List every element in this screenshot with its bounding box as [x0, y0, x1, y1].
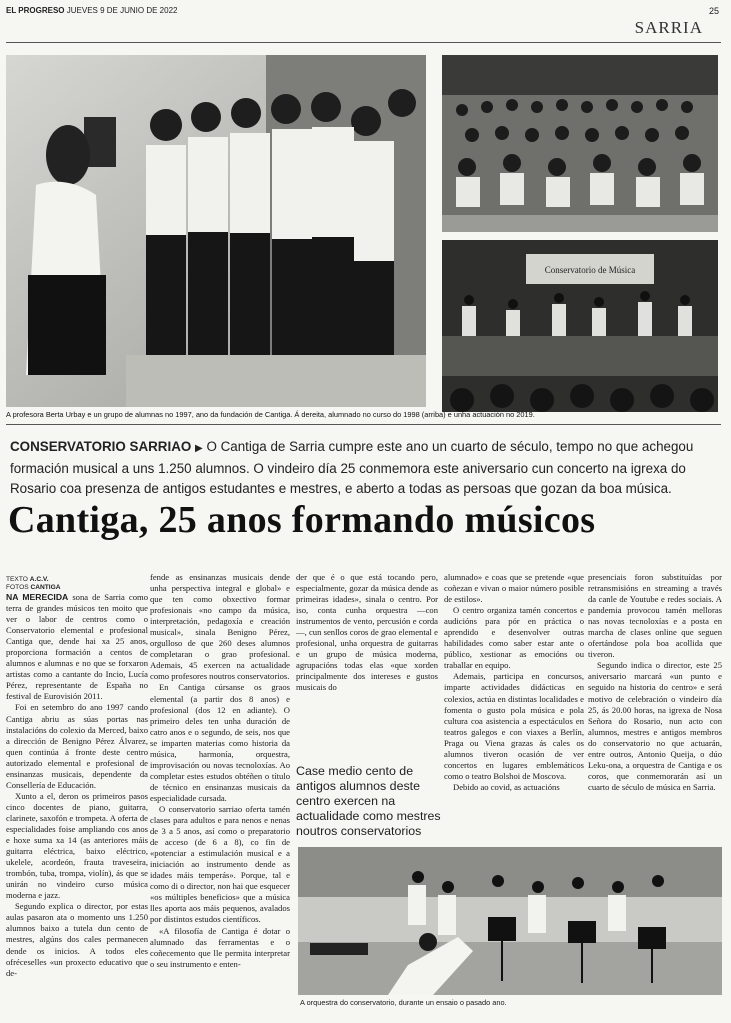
- body-paragraph: O centro organiza tamén concertos e audicións para pór en práctica o aprendido e desenvolver outras habilidades como saber estar ante o público, xestionar as emocións ou traballar en equipo.: [444, 605, 584, 671]
- page-number: 25: [708, 6, 719, 16]
- orchestra-caption: A orquestra do conservatorio, durante un ensaio o pasado ano.: [300, 998, 507, 1007]
- article-column-4: [444, 572, 584, 793]
- lead-text: O Cantiga de Sarria cumpre este ano un cuarto de século, tempo no que achegou formación musical a uns 1.250 alumnos. O vindeiro día 25 conmemora este aniversario cun concerto na igrexa do Rosario coa presenza de antigos estudantes e mestres, e aberto a todas as persoas que gozan da boa música.: [10, 439, 694, 496]
- body-paragraph: «A filosofía de Cantiga é dotar o alumnado das ferramentas e o coñecemento que lle permita interpretar o seu instrumento e enten-: [150, 925, 290, 969]
- text-credit-label: TEXTO: [6, 576, 28, 583]
- body-paragraph: En Cantiga cúrsanse os graos elemental (a partir dos 8 anos) e profesional (dos 12 en adiante). O primeiro deles ten unha duración de catro anos e o segundo, de seis, nos que se imparten materias como historia da música, harmonía, orquestra, improvisación ou novas tecnoloxías. Ao completar estes estudos obtéñen o título de técnico en ensinanzas musicais da especialidade cursada.: [150, 682, 290, 803]
- students-1998-photo: [442, 55, 718, 232]
- article-column-2: [150, 572, 290, 970]
- body-paragraph: Debido ao covid, as actuacións: [453, 781, 560, 792]
- body-paragraph: Foi en setembro do ano 1997 cando Cantiga abriu as súas portas nas instalacións do colexio da Merced, baixo a dirección de Benigno Pérez Álvarez, quen continúa á fronte deste centro autorizado elemental e profesional de ensinanzas musicais, dependente da Consellería de Educación.: [6, 702, 148, 790]
- page-header: [6, 6, 177, 15]
- section-title: SARRIA: [634, 18, 703, 37]
- choir-photo: [6, 55, 426, 407]
- stage-banner: Conservatorio de Música: [544, 265, 636, 275]
- body-paragraph: fende as ensinanzas musicais dende unha perspectiva integral e global» e que ten como obxectivo formar profesionais «no campo da música, interpretación, pedagoxía e creación musical», sinala Benigno Pérez, orgulloso de que 260 deses alumnos completaran o grao profesional. Ademais, 45 exercen na actualidade como profesores noutros conservatorios.: [150, 572, 290, 682]
- article-column-3: [296, 572, 438, 694]
- body-paragraph: Ademais, participa en concursos, imparte actividades didácticas en colexios, actúa en distintas localidades e fomenta o gusto pola música e pola cultura coa asistencia a espectáculos en teatros galegos e con viaxes a Berlín, Praga ou Viena grazas ás cales os alumnos tiveron ocasión de ver concertos en lugares emblemáticos como o teatro Bolshoi de Moscova.: [444, 671, 584, 781]
- photo-credit-label: FOTOS: [6, 584, 29, 591]
- header-rule: [6, 42, 721, 43]
- lead-in: NA MERECIDA: [6, 592, 69, 602]
- article-column-1: [6, 576, 148, 979]
- issue-date: JUEVES 9 DE JUNIO DE 2022: [66, 6, 178, 15]
- body-paragraph: presenciais foron substituídas por retransmisións en streaming a través da canle de Youtube e redes sociais. A pandemia provocou tamén melloras nas novas tecnoloxías e a posta en marcha de clases online que seguen ofertándose pola boa acollida que tiveron.: [588, 572, 722, 660]
- orchestra-photo: [298, 847, 722, 995]
- lead-paragraph: [10, 437, 722, 499]
- concert-2019-photo: [442, 240, 718, 412]
- body-paragraph: sona de Sarria como terra de grandes músicos ten moito que ver o labor de centros como o Conservatorio elemental e profesional Cantiga que, dende hai xa 25 anos, proporciona formación a centos de alumnos e alumnas e no que se forxaron artistas como a cantante do Incio, Lucía Pérez, representante de España no festival de Eurovisión 2011.: [6, 592, 148, 702]
- photo-credit-author: CANTIGA: [30, 584, 61, 591]
- main-photo-caption: A profesora Berta Urbay e un grupo de alumnas no 1997, ano da fundación de Cantiga. Á dereita, alumnado no curso do 1998 (arriba) e unha actuación no 2019.: [6, 410, 535, 419]
- lead-top-rule: [6, 424, 721, 425]
- body-paragraph: Xunto a el, deron os primeiros pasos cinco docentes de piano, guitarra, clarinete, saxofón e trompeta. A oferta de especialidades foise ampliando cos anos e hoxe suma xa 14 (as anteriores máis guitarra eléctrica, baixo eléctrico, ukelele, acordeón, frauta traveseira, trombón, tuba, trompa, violín), ás que se unirán no vindeiro curso música moderna e jazz.: [6, 790, 148, 901]
- pull-quote: Case medio cento de antigos alumnos deste centro exercen na actualidade como mestres noutros conservatorios: [296, 764, 441, 838]
- headline: Cantiga, 25 anos formando músicos: [8, 499, 596, 541]
- text-credit-author: A.C.V.: [29, 576, 49, 583]
- body-paragraph: alumnado» e coas que se pretende «que coñezan e vivan o maior número posible de estilos».: [444, 572, 584, 605]
- article-column-5: [588, 572, 722, 793]
- body-paragraph: Segundo explica o director, por estas aulas pasaron ata o momento uns 1.250 alumnos baixo a tutela dun cento de mestres, algúns dos cales permanecen dende os inicios. A todos eles ofréceselles «un proxecto educativo que de-: [6, 901, 148, 978]
- newspaper-name: EL PROGRESO: [6, 6, 65, 15]
- lead-marker: ▶: [195, 443, 203, 454]
- lead-kicker: CONSERVATORIO SARRIAO: [10, 439, 192, 454]
- body-paragraph: Segundo indica o director, este 25 aniversario marcará «un punto e seguido na historia do centro» e será motivo de celebración o vindeiro día 25, ás 20.00 horas, na igrexa de Nosa Señora do Rosario, nun acto con alumnos, mestres e antigos membros do conservatorio no que actuarán, entre outros, Antonio Queija, o dúo Leku-ona, a orquestra de Cantiga e os coros, que conmemorarán así un cuarto de século de música en Sarria.: [588, 660, 722, 792]
- credits: [6, 576, 148, 592]
- body-paragraph: O conservatorio sarriao oferta tamén clases para adultos e para nenos e nenas de 3 a 5 anos, así como o preparatorio de acceso (de 6 a 8), co fin de «potenciar a estimulación musical e a iniciación ao instrumento dende as idades máis temperás». Porque, tal e como di o director, non hai que esquecer «os múltiples beneficios» que a música lles aporta aos máis pequenos, avalados por distintos estudos científicos.: [150, 803, 290, 925]
- body-paragraph: der que é o que está tocando pero, especialmente, gozar da música dende as primeiras idades», sinala o centro. Por iso, conta cunha orquestra —con instrumentos de vento, percusión e corda—, cun senllos coros de grao elemental e profesional, unha orquestra de guitarras e un grupo de música moderna, agrupacións todas elas «que xorden principalmente dos intereses e gustos musicais do: [296, 572, 438, 693]
